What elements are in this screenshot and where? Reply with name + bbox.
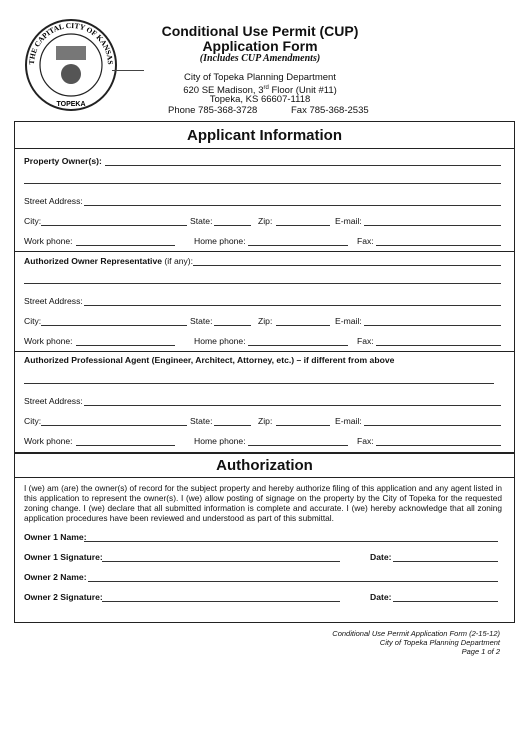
representative-field-2[interactable] [24, 283, 501, 284]
dept-fax: Fax 785-368-2535 [291, 105, 369, 116]
agent-city-field[interactable] [41, 425, 187, 426]
agent-home-label: Home phone: [194, 436, 246, 446]
owner-street-label: Street Address: [24, 196, 83, 206]
owner-state-field[interactable] [214, 225, 251, 226]
rep-street-field[interactable] [84, 305, 501, 306]
owner-email-label: E-mail: [335, 216, 362, 226]
representative-field[interactable] [193, 265, 501, 266]
agent-email-label: E-mail: [335, 416, 362, 426]
dept-phone: Phone 785-368-3728 [168, 105, 258, 116]
svg-text:THE CAPITAL CITY OF KANSAS: THE CAPITAL CITY OF KANSAS [26, 20, 116, 65]
owner-work-field[interactable] [76, 245, 175, 246]
owner-home-field[interactable] [248, 245, 348, 246]
owner-fax-label: Fax: [357, 236, 374, 246]
property-owner-field-2[interactable] [24, 183, 501, 184]
owner-zip-field[interactable] [276, 225, 330, 226]
owner-home-label: Home phone: [194, 236, 246, 246]
agent-street-label: Street Address: [24, 396, 83, 406]
owner-work-label: Work phone: [24, 236, 73, 246]
agent-label: Authorized Professional Agent (Engineer, Architect, Attorney, etc.) – if different from above [24, 355, 395, 365]
owner1-signature-label: Owner 1 Signature: [24, 552, 103, 562]
footer-form-id: Conditional Use Permit Application Form (2-15-12) [332, 629, 500, 638]
agent-zip-field[interactable] [276, 425, 330, 426]
authorization-section-title: Authorization [216, 457, 313, 474]
rep-state-field[interactable] [214, 325, 251, 326]
authorization-statement: I (we) am (are) the owner(s) of record for the subject property and hereby authorize filing of this application and any agent listed in this application to represent the owner(s). I (we) allow posting of signage on the property by the City of Topeka for the requested zoning change. I (we) declare that all submitted information is complete and accurate. I (we) hereby acknowledge that all zoning application procedures have been reviewed and understood as part of this submittal. [24, 483, 502, 523]
date1-label: Date: [370, 552, 392, 562]
rep-city-field[interactable] [41, 325, 187, 326]
agent-email-field[interactable] [364, 425, 501, 426]
owner-zip-label: Zip: [258, 216, 273, 226]
form-title: Conditional Use Permit (CUP) [161, 23, 359, 39]
owner1-signature-field[interactable] [102, 561, 340, 562]
dept-name: City of Topeka Planning Department [184, 72, 336, 83]
agent-fax-field[interactable] [376, 445, 501, 446]
agent-work-field[interactable] [76, 445, 175, 446]
dept-address-line1: 620 SE Madison, 3rd Floor (Unit #11) [183, 85, 337, 97]
representative-label: Authorized Owner Representative (if any): [24, 256, 194, 266]
agent-zip-label: Zip: [258, 416, 273, 426]
rep-email-label: E-mail: [335, 316, 362, 326]
footer-dept: City of Topeka Planning Department [379, 638, 500, 647]
agent-fax-label: Fax: [357, 436, 374, 446]
form-note: (Includes CUP Amendments) [199, 53, 321, 64]
rep-home-field[interactable] [248, 345, 348, 346]
agent-state-label: State: [190, 416, 213, 426]
agent-street-field[interactable] [84, 405, 501, 406]
rep-street-label: Street Address: [24, 296, 83, 306]
footer-page-number: Page 1 of 2 [461, 647, 500, 656]
rep-work-label: Work phone: [24, 336, 73, 346]
date1-field[interactable] [393, 561, 498, 562]
divider [14, 251, 515, 252]
dept-address-line2: Topeka, KS 66607-1118 [209, 94, 311, 105]
owner1-name-field[interactable] [84, 541, 498, 542]
rep-city-label: City: [24, 316, 42, 326]
agent-work-label: Work phone: [24, 436, 73, 446]
rep-zip-field[interactable] [276, 325, 330, 326]
date2-field[interactable] [393, 601, 498, 602]
owner1-name-label: Owner 1 Name: [24, 532, 87, 542]
rep-zip-label: Zip: [258, 316, 273, 326]
form-subtitle: Application Form [202, 38, 318, 54]
rep-email-field[interactable] [364, 325, 501, 326]
owner2-signature-label: Owner 2 Signature: [24, 592, 103, 602]
property-owner-label: Property Owner(s): [24, 156, 102, 166]
owner-email-field[interactable] [364, 225, 501, 226]
agent-home-field[interactable] [248, 445, 348, 446]
date2-label: Date: [370, 592, 392, 602]
svg-text:TOPEKA: TOPEKA [56, 101, 86, 108]
city-seal-logo [24, 18, 118, 112]
owner-street-field[interactable] [84, 205, 501, 206]
divider [14, 477, 515, 478]
rep-state-label: State: [190, 316, 213, 326]
rep-fax-field[interactable] [376, 345, 501, 346]
owner-city-label: City: [24, 216, 42, 226]
owner2-name-label: Owner 2 Name: [24, 572, 87, 582]
rep-work-field[interactable] [76, 345, 175, 346]
rep-home-label: Home phone: [194, 336, 246, 346]
property-owner-field[interactable] [105, 165, 501, 166]
applicant-section-title: Applicant Information [187, 127, 342, 144]
owner2-name-field[interactable] [88, 581, 498, 582]
owner2-signature-field[interactable] [102, 601, 340, 602]
owner-state-label: State: [190, 216, 213, 226]
owner-fax-field[interactable] [376, 245, 501, 246]
agent-field[interactable] [24, 383, 494, 384]
divider [14, 148, 515, 149]
agent-city-label: City: [24, 416, 42, 426]
agent-state-field[interactable] [214, 425, 251, 426]
applicant-section [14, 121, 515, 453]
owner-city-field[interactable] [41, 225, 187, 226]
rep-fax-label: Fax: [357, 336, 374, 346]
divider [14, 351, 515, 352]
header-underline [112, 70, 144, 71]
